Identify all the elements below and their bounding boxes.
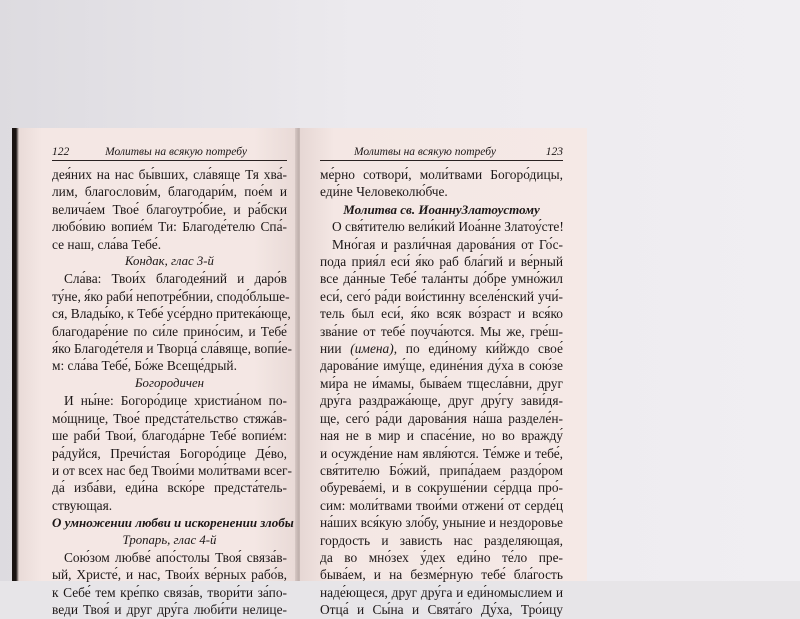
right-page bbox=[300, 128, 587, 618]
names-placeholder: (имена) bbox=[350, 341, 394, 357]
right-b2-line: ная не в мир и спасе́ние, но во вражду́ bbox=[320, 428, 563, 444]
right-b2-line: Отца́ и Сы́на и Свята́го Ду́ха, Тро́ицу bbox=[320, 602, 563, 618]
right-b2-line: зва́ние от тебе́ поуча́ются. Мы же, гре́ш- bbox=[320, 323, 563, 339]
left-running-head bbox=[52, 146, 287, 161]
left-page-number: 122 bbox=[52, 146, 70, 158]
right-b2-line: гордость и зависть нас разделяющая, bbox=[320, 532, 563, 548]
left-b4-line: веди Твоя́ и друг дру́га люби́ти нелице- bbox=[52, 602, 287, 618]
right-b2-line: дру́га раздража́юще, друг дру́гу зави́дя- bbox=[320, 393, 563, 409]
right-b2-line: нии (имена), по еди́ному ки́йждо свое́ bbox=[320, 341, 563, 357]
love-heading: О умножении любви и искоренении злобы bbox=[52, 515, 294, 531]
right-b2-line: да во мно́зех у́дех еди́но те́ло пре- bbox=[320, 549, 563, 565]
left-b3-line: ствующая. bbox=[52, 497, 113, 513]
left-running-title: Молитвы на всякую потребу bbox=[105, 146, 247, 158]
right-b2-line: наде́ющеся, друг дру́га и еди́номыслием и bbox=[320, 584, 563, 600]
right-b2-line: сим: моли́твами твои́ми отжени́ от серде́ц bbox=[320, 497, 563, 513]
prayer-heading: Молитва св. ИоаннуЗлатоустому bbox=[343, 201, 540, 217]
right-b2-line: быва́ем, и на безме́рную тебе́ бла́гость bbox=[320, 567, 563, 583]
left-b3-line: И ны́не: Богоро́дице христиа́ном по- bbox=[64, 393, 287, 409]
right-b2-line: Мно́гая и разли́чная дарова́ния от Го́с- bbox=[332, 236, 563, 252]
left-b3-line: мо́щнице, Твое́ предста́тельство стяжа́в- bbox=[52, 410, 287, 426]
right-b2-line: дарова́ние иму́ще, едине́ния ду́ха в сою́зе bbox=[320, 358, 563, 374]
left-b1-line: любо́вию вопие́м Ти: Благоде́телю Спа́- bbox=[52, 219, 287, 235]
right-page-number: 123 bbox=[545, 146, 563, 158]
left-b3-line: ра́дуйся, Пречи́стая Богоро́дице Де́во, bbox=[52, 445, 287, 461]
right-b2-line: О свя́тителю вели́кий Иоа́нне Златоу́сте! bbox=[332, 219, 564, 235]
right-b2-line: обурева́емі, и в сокруше́нии се́рдца про́- bbox=[320, 480, 563, 496]
right-b2-line: еси́, сего́ ра́ди вои́стинну вселе́нский учи́- bbox=[320, 288, 563, 304]
right-running-head bbox=[320, 146, 563, 161]
tropar-title: Тропарь, глас 4-й bbox=[122, 532, 217, 547]
right-running-title: Молитвы на всякую потребу bbox=[354, 146, 496, 158]
left-b2-line: благодаре́ние по си́ле прино́сим, и Тебе́ bbox=[52, 323, 287, 339]
right-b2-line: ще, сего́ ра́ди дарова́ния на́ша разделе́н- bbox=[320, 410, 563, 426]
left-b4-line: Сою́зом любве́ апо́столы Твоя́ связа́в- bbox=[64, 549, 287, 565]
left-b2-line: я́ко Благоде́теля и Творца́ сла́вяще, вопи́е- bbox=[52, 341, 292, 357]
right-b2-line: все да́нные Тебе́ тала́нты до́бре умно́жил bbox=[320, 271, 563, 287]
left-b4-line: ый, Христе́, и нас, Твои́х ве́рных рабо́в, bbox=[52, 567, 287, 583]
left-b1-line: дея́них на нас бы́вших, сла́вяще Тя хва́- bbox=[52, 167, 287, 182]
kondak-title: Кондак, глас 3-й bbox=[125, 254, 214, 269]
left-page bbox=[12, 128, 297, 618]
bogorodichen-title: Богородичен bbox=[135, 375, 204, 390]
right-b2-line: пода прия́л еси́ я́ко раб бла́гий и ве́рный bbox=[320, 254, 563, 270]
left-b1-line: велича́ем Твое́ благоутро́бие, и ра́бски bbox=[52, 201, 287, 217]
right-b2-line: на́ших вся́кую зло́бу, уныние и нездоровье bbox=[320, 515, 563, 531]
open-book bbox=[12, 128, 587, 618]
left-b1-line: лим, благослови́м, благодари́м, пое́м и bbox=[52, 184, 287, 200]
left-b3-line: да́ изба́ви, еди́на вско́ре предста́тель- bbox=[52, 480, 287, 496]
right-b2-line: тель был еси́, я́ко всяк во́зраст и вся́ко bbox=[320, 306, 563, 322]
right-b2-line: ми́ра не и́мамы, быва́ем тщесла́вни, друг bbox=[320, 375, 563, 391]
left-b2-line: Сла́ва: Твои́х благодея́ний и даро́в bbox=[64, 271, 287, 287]
left-b3-line: ше раби́ Твои́, благода́рне Тебе́ вопие́м: bbox=[52, 428, 287, 444]
right-b1-line: ме́рно сотвори́, моли́твами Богоро́дицы, bbox=[320, 167, 563, 182]
right-b1-line: еди́не Человеколю́бче. bbox=[320, 184, 448, 200]
left-b4-line: к Себе́ тем кре́пко связа́в, твори́ти за́по- bbox=[52, 584, 287, 600]
left-b2-line: м: сла́ва Тебе́, Бо́же Всеще́дрый. bbox=[52, 358, 237, 374]
right-b2-line: свя́тителю Бо́жий, припа́даем раздо́ром bbox=[320, 462, 563, 478]
right-b2-line: и осужде́ние нам явля́ются. Те́мже и тебе́, bbox=[320, 445, 563, 461]
left-b3-line: и от всех нас бед Твои́ми моли́твами всег- bbox=[52, 462, 292, 478]
left-b1-line: се наш, сла́ва Тебе́. bbox=[52, 236, 162, 252]
left-b2-line: ся, Влады́ко, к Тебе́ усе́рдно притека́юще, bbox=[52, 306, 291, 322]
left-b2-line: ту́не, я́ко раби́ непотре́бнии, сподо́бльше- bbox=[52, 288, 290, 304]
